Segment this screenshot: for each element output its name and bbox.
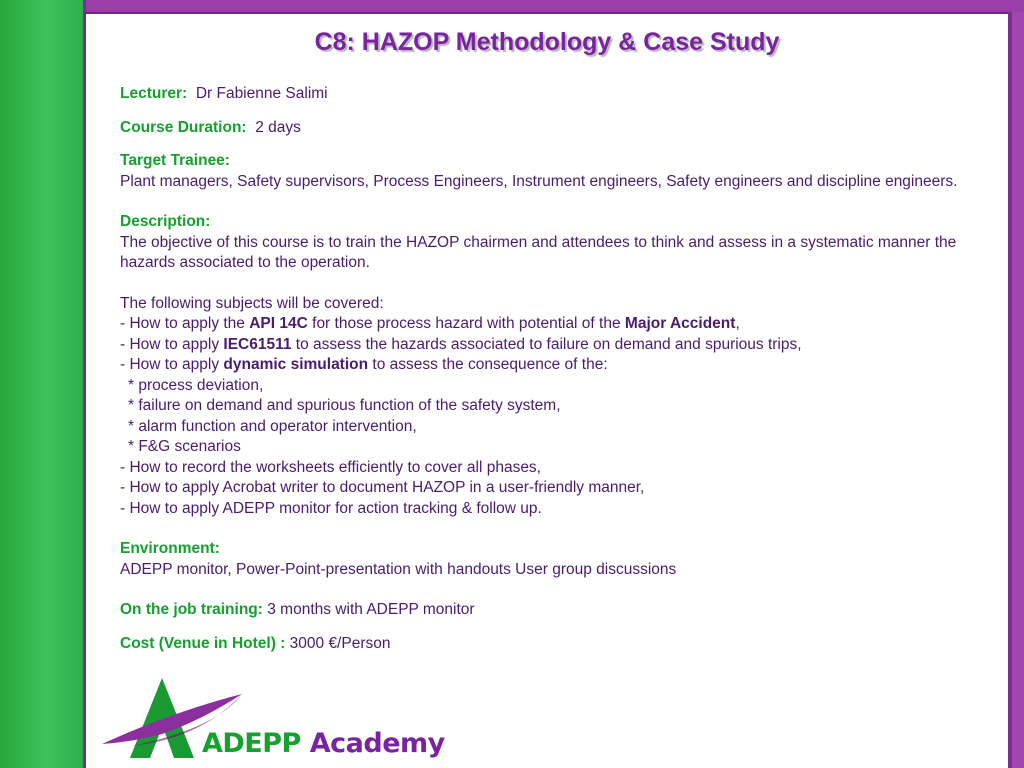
right-purple-bar: [1008, 12, 1024, 768]
duration-value: 2 days: [255, 118, 301, 136]
environment-text: ADEPP monitor, Power-Point-presentation with handouts User group discussions: [120, 560, 677, 578]
lecturer-label: Lecturer:: [120, 85, 188, 102]
description-label: Description:: [120, 213, 211, 230]
logo-word-adepp: ADEPP: [202, 728, 301, 759]
subjects-intro: The following subjects will be covered:: [120, 294, 384, 312]
subject-adepp-monitor: - How to apply ADEPP monitor for action tracking & follow up.: [120, 499, 542, 517]
left-green-band: [0, 0, 86, 768]
subject-acrobat: - How to apply Acrobat writer to document HAZOP in a user-friendly manner,: [120, 479, 645, 496]
job-training-line: [120, 600, 980, 621]
job-training-value: 3 months with ADEPP monitor: [262, 601, 475, 618]
environment-label: Environment:: [120, 540, 220, 557]
subject-worksheets: - How to record the worksheets efficiently to cover all phases,: [120, 458, 541, 476]
cost-value: 3000 €/Person: [285, 634, 391, 652]
slide-content: [120, 84, 980, 654]
logo-word-academy: Academy: [309, 728, 445, 759]
slide-title: C8: HAZOP Methodology & Case Study: [314, 28, 780, 56]
lecturer-value: Dr Fabienne Salimi: [195, 85, 328, 102]
description-text: The objective of this course is to train the HAZOP chairmen and attendees to think and assess in a systematic manner the hazards associated to the operation.: [120, 233, 957, 271]
cost-line: [120, 634, 980, 655]
top-purple-bar: [86, 0, 1024, 14]
duration-label: Course Duration:: [120, 118, 247, 136]
sub-item: * failure on demand and spurious function of the safety system,: [128, 397, 561, 414]
sub-item: * process deviation,: [128, 376, 264, 394]
duration-line: [120, 118, 980, 139]
logo-wordmark: [202, 728, 445, 759]
target-text: Plant managers, Safety supervisors, Process Engineers, Instrument engineers, Safety engineers and discipline engineers.: [120, 172, 958, 190]
sub-item: * alarm function and operator intervention,: [128, 417, 417, 435]
job-training-label: On the job training:: [120, 601, 263, 618]
sub-item: * F&G scenarios: [128, 438, 241, 455]
subject-iec61511: - How to apply IEC61511 to assess the hazards associated to failure on demand and spurious trips,: [120, 335, 802, 353]
cost-label: Cost (Venue in Hotel) :: [120, 634, 286, 652]
lecturer-line: [120, 84, 980, 105]
target-label: Target Trainee:: [120, 152, 230, 169]
subject-api14c: - How to apply the API 14C for those process hazard with potential of the Major Accident,: [120, 315, 740, 332]
subject-dynamic-simulation: - How to apply dynamic simulation to assess the consequence of the:: [120, 356, 608, 373]
